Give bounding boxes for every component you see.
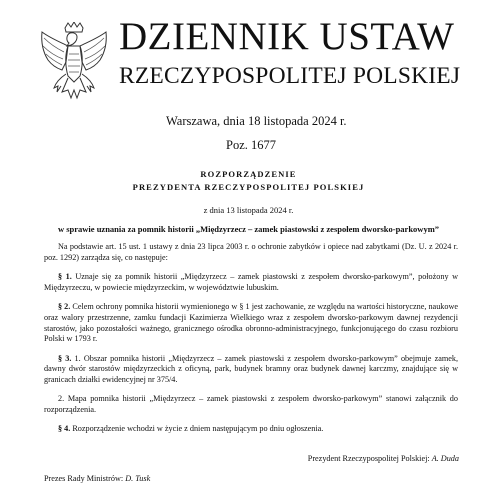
section-2-label: § 2. — [58, 301, 71, 311]
act-type-heading: ROZPORZĄDZENIE — [200, 169, 297, 179]
gazette-subtitle: RZECZYPOSPOLITEJ POLSKIEJ — [119, 63, 461, 89]
section-3-label: § 3. — [58, 353, 72, 363]
section-3-paragraph-2 — [44, 394, 458, 416]
act-issuer-heading: PREZYDENTA RZECZYPOSPOLITEJ POLSKIEJ — [132, 182, 365, 192]
prime-minister-name: D. Tusk — [125, 474, 151, 483]
section-1-label: § 1. — [58, 271, 72, 281]
section-3-paragraph-1 — [44, 354, 458, 386]
section-2-text: Celem ochrony pomnika historii wymienionego w § 1 jest zachowanie, ze względu na wartości historyczne, naukowe oraz walory przestrzenne, zamku fundacji Kazimierza Wielkiego wraz z zespołem dworsko-parkowym dawnej rezydencji starostów, jako pozostałości ważnego, granicznego ośrodka obronno-administracyjnego, funkcjonującego do czasu rozbioru Polski w 1793 r. — [44, 301, 459, 344]
president-name: A. Duda — [431, 454, 459, 463]
prime-minister-label: Prezes Rady Ministrów: — [44, 474, 124, 483]
section-3-text-2: 2. Mapa pomnika historii „Międzyrzecz – zamek piastowski z zespołem dworsko-parkowym” stanowi załącznik do rozporządzenia. — [44, 394, 458, 415]
regulation-body — [44, 242, 458, 444]
publication-place-date: Warszawa, dnia 18 listopada 2024 r. — [166, 114, 347, 128]
section-4 — [44, 424, 458, 435]
gazette-title: DZIENNIK USTAW — [119, 15, 455, 58]
position-number: Poz. 1677 — [226, 138, 276, 152]
preamble-paragraph: Na podstawie art. 15 ust. 1 ustawy z dnia 23 lipca 2003 r. o ochronie zabytków i opiece nad zabytkami (Dz. U. z 2024 r. poz. 1292) zarządza się, co następuje: — [44, 242, 458, 262]
section-1 — [44, 272, 458, 294]
act-subject: w sprawie uznania za pomnik historii „Międzyrzecz – zamek piastowski z zespołem dworsko-parkowym” — [57, 224, 440, 234]
section-4-text: Rozporządzenie wchodzi w życie z dniem następującym po dniu ogłoszenia. — [72, 424, 324, 434]
section-2 — [44, 302, 458, 345]
prime-minister-signature — [44, 473, 150, 484]
section-1-text: Uznaje się za pomnik historii „Międzyrzecz – zamek piastowski z zespołem dworsko-parkowym”, położony w Międzyrzeczu, w powiecie międzyrzeckim, w województwie lubuskim. — [44, 271, 459, 292]
polish-eagle-emblem-icon — [38, 22, 110, 104]
section-3-text-1: 1. Obszar pomnika historii „Międzyrzecz – zamek piastowski z zespołem dworsko-parkowym” obejmuje zamek, dawny dwór starostów międzyrzeckich z oficyną, park, budynek bramny oraz budynek dawnej karczmy, znajdujące się w granicach działki ewidencyjnej nr 375/4. — [44, 353, 458, 385]
act-date: z dnia 13 listopada 2024 r. — [203, 205, 294, 215]
president-label: Prezydent Rzeczypospolitej Polskiej: — [307, 454, 430, 463]
section-4-label: § 4. — [58, 424, 71, 434]
president-signature — [308, 453, 459, 464]
